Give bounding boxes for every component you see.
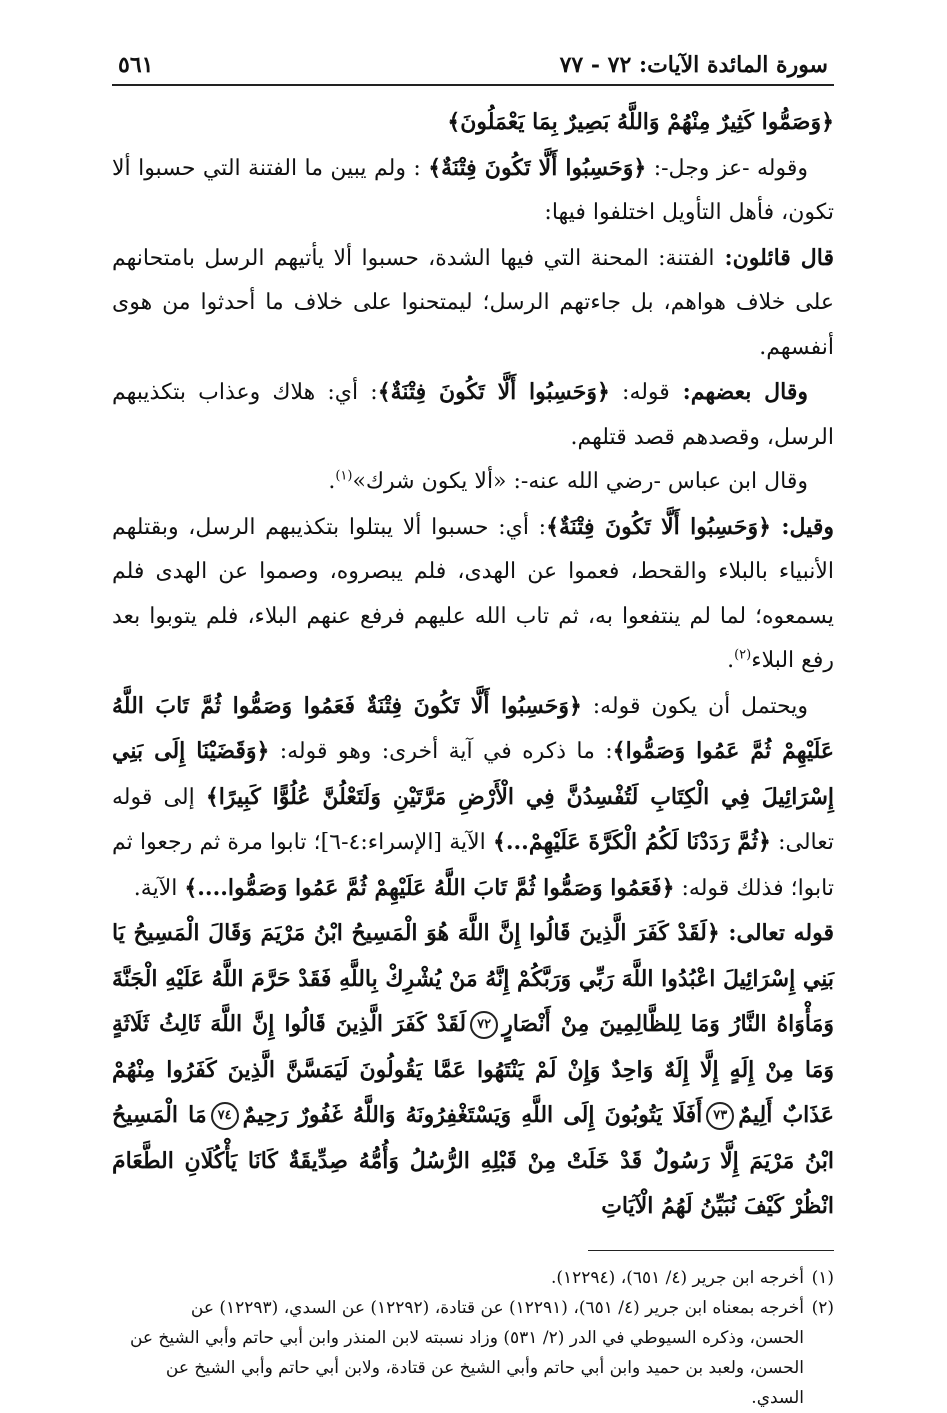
paragraph-lead: قال قائلون:: [714, 244, 834, 271]
quran-verse: ﴿وَحَسِبُوا أَلَّا تَكُونَ فِتْنَةٌ﴾: [546, 513, 772, 540]
paragraph-lead: وقال بعضهم:: [669, 379, 808, 405]
paragraph-lead: وقيل:: [771, 513, 834, 540]
paragraph-7: [112, 684, 834, 912]
footnote-2-line-2: الحسن، وذكره السيوطي في الدر (٢/ ٥٣١) وزاد نسبته لابن المنذر وابن أبي حاتم وأبي الشيخ عن: [129, 1327, 804, 1348]
paragraph-5: [112, 460, 834, 505]
text-run: الفتنة: المحنة التي فيها الشدة، حسبوا ألا يأتيهم الرسل بامتحانهم على خلاف هواهم، بل جاءتهم الرسل؛ ليمتحنوا على خلاف ما أحدثوا من هوى أنفسهم.: [112, 245, 834, 360]
ayah-number-marker: ٧٢: [470, 1011, 498, 1039]
paragraph-lead: قوله تعالى:: [719, 920, 834, 946]
text-run: : ما ذكره في آية أخرى: وهو قوله:: [269, 739, 613, 764]
footnotes: [112, 1263, 834, 1413]
footnote-text: أخرجه بمعناه ابن جرير (٤/ ٦٥١)، (١٢٢٩١) عن قتادة، (١٢٢٩٢) عن السدي، (١٢٢٩٣) عن: [190, 1297, 804, 1318]
text-run: ويحتمل أن يكون قوله:: [581, 693, 809, 719]
header-divider: [112, 84, 834, 86]
text-run: قوله:: [609, 380, 670, 405]
footnote-2: [112, 1293, 834, 1323]
quran-verse: لَقَدْ كَفَرَ الَّذِينَ قَالُوا إِنَّ اللَّهَ ثَالِثُ ثَلَاثَةٍ وَمَا مِنْ إِلَهٍ إِلَّا إِلَهٌ وَاحِدٌ وَإِنْ لَمْ يَنْتَهُوا عَمَّا يَقُولُونَ لَيَمَسَّنَّ الَّذِينَ كَفَرُوا مِنْهُمْ عَذَابٌ أَلِيمٌ: [112, 1011, 834, 1128]
text-run: الآية.: [133, 875, 185, 901]
quran-verse: ﴿وَقَضَيْنَا إِلَى بَنِي إِسْرَائِيلَ فِي الْكِتَابِ لَتُفْسِدُنَّ فِي الْأَرْضِ مَرَّتَيْنِ وَلَتَعْلُنَّ عُلُوًّا كَبِيرًا﴾: [112, 738, 834, 810]
quran-verse: ﴿فَعَمُوا وَصَمُّوا ثُمَّ تَابَ اللَّهُ عَلَيْهِمْ ثُمَّ عَمُوا وَصَمُّوا....﴾: [184, 874, 675, 901]
paragraph-2: [112, 146, 834, 236]
page-header: [112, 40, 834, 78]
text-run: : أي: هلاك وعذاب بتكذيبهم الرسل، وقصدهم قصد قتلهم.: [112, 380, 834, 450]
quran-verse: أَفَلَا يَتُوبُونَ إِلَى اللَّهِ وَيَسْتَغْفِرُونَهُ وَاللَّهُ غَفُورٌ رَحِيمٌ: [242, 1102, 703, 1128]
quran-verse: ﴿وَصَمُّوا كَثِيرٌ مِنْهُمْ وَاللَّهُ بَصِيرٌ بِمَا يَعْمَلُونَ﴾: [447, 109, 834, 135]
quran-verse: ﴿وَحَسِبُوا أَلَّا تَكُونَ فِتْنَةٌ﴾: [377, 379, 610, 405]
ayah-number-marker: ٧٣: [706, 1102, 734, 1130]
footnote-2-line-3: الحسن، ولعبد بن حميد وابن أبي حاتم وأبي الشيخ عن قتادة، ولابن أبي حاتم وأبي الشيخ عن: [165, 1357, 804, 1378]
quran-verse: ﴿لَقَدْ كَفَرَ الَّذِينَ قَالُوا إِنَّ اللَّهَ هُوَ الْمَسِيحُ ابْنُ مَرْيَمَ وَقَالَ الْمَسِيحُ يَا بَنِي إِسْرَائِيلَ اعْبُدُوا اللَّهَ رَبِّي وَرَبَّكُمْ إِنَّهُ مَنْ يُشْرِكْ بِاللَّهِ فَقَدْ حَرَّمَ اللَّهُ عَلَيْهِ الْجَنَّةَ وَمَأْوَاهُ النَّارُ وَمَا لِلظَّالِمِينَ مِنْ أَنْصَارٍ: [112, 920, 834, 1037]
paragraph-6: [112, 505, 834, 684]
footnote-2-line-4: السدي.: [751, 1387, 804, 1408]
text-run: : أي: حسبوا ألا يبتلوا بتكذيبهم الرسل، وبقتلهم الأنبياء بالبلاء والقحط، فعموا عن الهدى، فلم يبصروه، وصموا عن الهدى فلم يسمعوه؛ لما لم ينتفعوا به، ثم تاب الله عليهم فرفع عنهم البلاء، فلم يتوبوا بعد رفع البلاء: [112, 514, 834, 673]
text-run: .: [727, 648, 735, 673]
paragraph-4: [112, 370, 834, 460]
quran-verse: ﴿وَحَسِبُوا أَلَّا تَكُونَ فِتْنَةٌ﴾: [428, 154, 647, 181]
ayah-number-marker: ٧٤: [211, 1102, 239, 1130]
text-run: إلى قوله تعالى:: [112, 784, 834, 855]
quran-verse: ﴿ثُمَّ رَدَدْنَا لَكُمُ الْكَرَّةَ عَلَيْهِمْ...﴾: [492, 829, 771, 855]
text-run: وقال ابن عباس -رضي الله عنه-: «ألا يكون شرك»: [352, 469, 808, 494]
paragraph-1: [112, 100, 834, 146]
paragraph-3: [112, 236, 834, 371]
text-run: الآية [الإسراء:٤-٦]؛ تابوا مرة ثم رجعوا ثم تابوا؛ فذلك قوله:: [112, 830, 834, 901]
footnote-text: أخرجه ابن جرير (٤/ ٦٥١)، (١٢٢٩٤).: [550, 1267, 804, 1288]
text-run: : ولم يبين ما الفتنة التي حسبوا ألا تكون، فأهل التأويل اختلفوا فيها:: [112, 155, 834, 225]
footnote-number: (١): [811, 1267, 834, 1288]
text-run: .: [328, 469, 336, 494]
footnote-ref-2[interactable]: (٢): [734, 647, 752, 663]
running-title: سورة المائدة الآيات: ٧٢ - ٧٧: [559, 52, 828, 78]
quran-verse: ﴿وَحَسِبُوا أَلَّا تَكُونَ فِتْنَةٌ فَعَمُوا وَصَمُّوا ثُمَّ تَابَ اللَّهُ عَلَيْهِمْ ثُمَّ عَمُوا وَصَمُّوا﴾: [112, 692, 834, 764]
footnote-divider: [588, 1250, 834, 1251]
page-number: ٥٦١: [118, 52, 154, 78]
footnote-number: (٢): [811, 1297, 834, 1318]
footnote-ref-1[interactable]: (١): [335, 468, 353, 484]
main-text: [112, 100, 834, 1230]
footnote-1: [112, 1263, 834, 1293]
paragraph-8: [112, 911, 834, 1230]
book-page: [112, 40, 834, 1413]
text-run: وقوله -عز وجل-:: [646, 155, 808, 181]
quran-verse: مَا الْمَسِيحُ ابْنُ مَرْيَمَ إِلَّا رَسُولٌ قَدْ خَلَتْ مِنْ قَبْلِهِ الرُّسُلُ وَأُمُّهُ صِدِّيقَةٌ كَانَا يَأْكُلَانِ الطَّعَامَ انْظُرْ كَيْفَ نُبَيِّنُ لَهُمُ الْآيَاتِ: [112, 1102, 834, 1219]
